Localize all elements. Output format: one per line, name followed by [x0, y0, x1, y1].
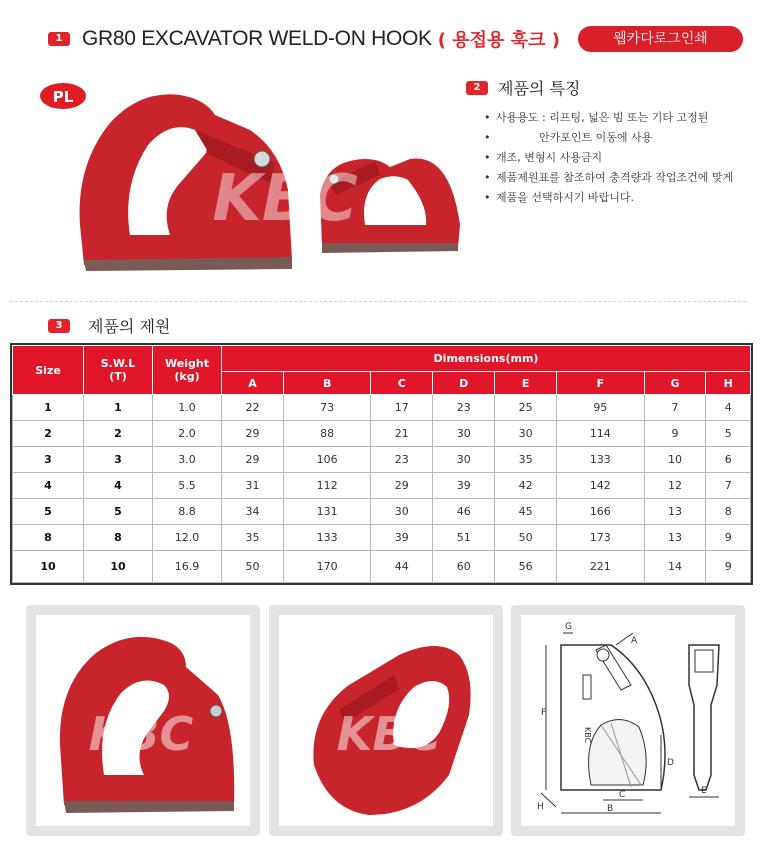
table-cell: 142 — [557, 473, 644, 499]
table-cell: 51 — [433, 525, 495, 551]
kbc-watermark: KBC — [336, 707, 442, 761]
gallery-frame-angle — [269, 605, 503, 836]
col-header-weight: Weight (kg) — [153, 346, 222, 395]
table-cell: 5 — [13, 499, 84, 525]
table-cell: 2.0 — [153, 421, 222, 447]
table-cell: 29 — [222, 421, 284, 447]
col-header-dim-c: C — [371, 372, 433, 395]
table-cell: 2 — [13, 421, 84, 447]
table-cell: 12 — [644, 473, 706, 499]
table-cell: 1 — [13, 395, 84, 421]
product-photo — [30, 75, 460, 285]
table-cell: 6 — [706, 447, 751, 473]
list-item: • 개조, 변형시 사용금지 — [484, 148, 754, 168]
list-item-continuation: • 안카포인트 이동에 사용 — [484, 128, 754, 148]
spec-header — [48, 314, 170, 337]
table-cell: 3.0 — [153, 447, 222, 473]
table-cell: 73 — [283, 395, 370, 421]
table-cell: 22 — [222, 395, 284, 421]
web-catalog-print-button[interactable]: 웹카다로그인쇄 — [578, 26, 743, 52]
col-header-dim-b: B — [283, 372, 370, 395]
features-title: 제품의 특징 — [498, 79, 581, 98]
col-header-dimensions: Dimensions(mm) — [222, 346, 751, 372]
dim-label-g: G — [565, 622, 572, 632]
table-cell: 9 — [706, 551, 751, 583]
hook-angle-image — [279, 615, 493, 826]
table-cell: 46 — [433, 499, 495, 525]
table-row — [13, 551, 751, 583]
table-cell: 34 — [222, 499, 284, 525]
col-header-dim-d: D — [433, 372, 495, 395]
table-cell: 7 — [644, 395, 706, 421]
kbc-watermark: KBC — [88, 707, 194, 761]
col-header-size: Size — [13, 346, 84, 395]
table-cell: 221 — [557, 551, 644, 583]
section-badge: 2 — [466, 81, 488, 95]
table-cell: 9 — [644, 421, 706, 447]
dim-label-e: E — [701, 786, 707, 796]
table-cell: 8.8 — [153, 499, 222, 525]
table-cell: 114 — [557, 421, 644, 447]
table-cell: 7 — [706, 473, 751, 499]
dim-label-c: C — [619, 790, 626, 800]
col-header-dim-e: E — [495, 372, 557, 395]
table-cell: 39 — [433, 473, 495, 499]
table-cell: 50 — [222, 551, 284, 583]
dim-label-f: F — [541, 708, 547, 718]
pl-logo — [40, 83, 86, 109]
table-cell: 3 — [84, 447, 153, 473]
table-cell: 42 — [495, 473, 557, 499]
dim-label-h: H — [537, 802, 544, 812]
table-cell: 21 — [371, 421, 433, 447]
table-cell: 166 — [557, 499, 644, 525]
table-cell: 31 — [222, 473, 284, 499]
table-cell: 35 — [222, 525, 284, 551]
table-cell: 95 — [557, 395, 644, 421]
table-cell: 10 — [644, 447, 706, 473]
table-cell: 60 — [433, 551, 495, 583]
table-cell: 106 — [283, 447, 370, 473]
table-cell: 30 — [371, 499, 433, 525]
dim-label-d: D — [667, 758, 674, 768]
dim-label-b: B — [607, 804, 614, 814]
spec-table — [12, 345, 751, 583]
table-row — [13, 525, 751, 551]
table-cell: 30 — [495, 421, 557, 447]
table-cell: 133 — [557, 447, 644, 473]
table-cell: 45 — [495, 499, 557, 525]
table-cell: 56 — [495, 551, 557, 583]
hook-front-image — [36, 615, 250, 826]
table-cell: 13 — [644, 525, 706, 551]
table-cell: 112 — [283, 473, 370, 499]
section-badge: 1 — [48, 32, 70, 46]
table-cell: 4 — [84, 473, 153, 499]
table-cell: 5.5 — [153, 473, 222, 499]
col-header-dim-h: H — [706, 372, 751, 395]
page-title-korean: ( 용접용 훅크 ) — [437, 30, 560, 51]
table-row — [13, 499, 751, 525]
col-header-dim-f: F — [557, 372, 644, 395]
table-cell: 88 — [283, 421, 370, 447]
list-item: • 제품제원표를 참조하여 충격량과 작업조건에 맞게 — [484, 168, 754, 188]
table-cell: 29 — [371, 473, 433, 499]
table-cell: 5 — [706, 421, 751, 447]
col-header-swl: S.W.L (T) — [84, 346, 153, 395]
table-cell: 4 — [13, 473, 84, 499]
col-header-dim-a: A — [222, 372, 284, 395]
table-cell: 131 — [283, 499, 370, 525]
table-row — [13, 473, 751, 499]
table-cell: 23 — [433, 395, 495, 421]
dim-label-a: A — [631, 636, 638, 646]
table-cell: 17 — [371, 395, 433, 421]
table-row — [13, 421, 751, 447]
table-cell: 30 — [433, 447, 495, 473]
table-cell: 30 — [433, 421, 495, 447]
table-cell: 8 — [706, 499, 751, 525]
table-cell: 23 — [371, 447, 433, 473]
kbc-watermark: KBC — [212, 162, 358, 236]
table-cell: 39 — [371, 525, 433, 551]
col-header-dim-g: G — [644, 372, 706, 395]
section-badge: 3 — [48, 319, 70, 333]
table-cell: 170 — [283, 551, 370, 583]
table-cell: 5 — [84, 499, 153, 525]
table-cell: 8 — [13, 525, 84, 551]
table-cell: 44 — [371, 551, 433, 583]
table-row — [13, 395, 751, 421]
table-cell: 133 — [283, 525, 370, 551]
section-divider — [10, 301, 746, 302]
table-cell: 1 — [84, 395, 153, 421]
table-row — [13, 447, 751, 473]
page-header — [48, 26, 560, 52]
spec-title: 제품의 제원 — [88, 317, 171, 336]
diagram-kbc-label: KBC — [583, 727, 592, 744]
table-cell: 173 — [557, 525, 644, 551]
table-cell: 12.0 — [153, 525, 222, 551]
table-cell: 4 — [706, 395, 751, 421]
table-cell: 25 — [495, 395, 557, 421]
table-cell: 2 — [84, 421, 153, 447]
table-cell: 50 — [495, 525, 557, 551]
table-cell: 13 — [644, 499, 706, 525]
table-cell: 3 — [13, 447, 84, 473]
page-title: GR80 EXCAVATOR WELD-ON HOOK — [82, 27, 432, 50]
features-list — [484, 108, 754, 208]
svg-text:PL: PL — [52, 88, 74, 106]
features-header — [466, 76, 580, 99]
table-cell: 35 — [495, 447, 557, 473]
list-item-continuation: • 제품을 선택하시기 바랍니다. — [484, 188, 754, 208]
table-cell: 16.9 — [153, 551, 222, 583]
table-cell: 14 — [644, 551, 706, 583]
table-cell: 10 — [13, 551, 84, 583]
dimension-diagram — [521, 615, 735, 826]
table-cell: 29 — [222, 447, 284, 473]
table-cell: 10 — [84, 551, 153, 583]
list-item: • 사용용도 : 리프팅, 넓은 빔 또는 기타 고정된 — [484, 108, 754, 128]
table-cell: 8 — [84, 525, 153, 551]
table-cell: 9 — [706, 525, 751, 551]
gallery-frame-front — [26, 605, 260, 836]
gallery-frame-diagram — [511, 605, 745, 836]
table-cell: 1.0 — [153, 395, 222, 421]
